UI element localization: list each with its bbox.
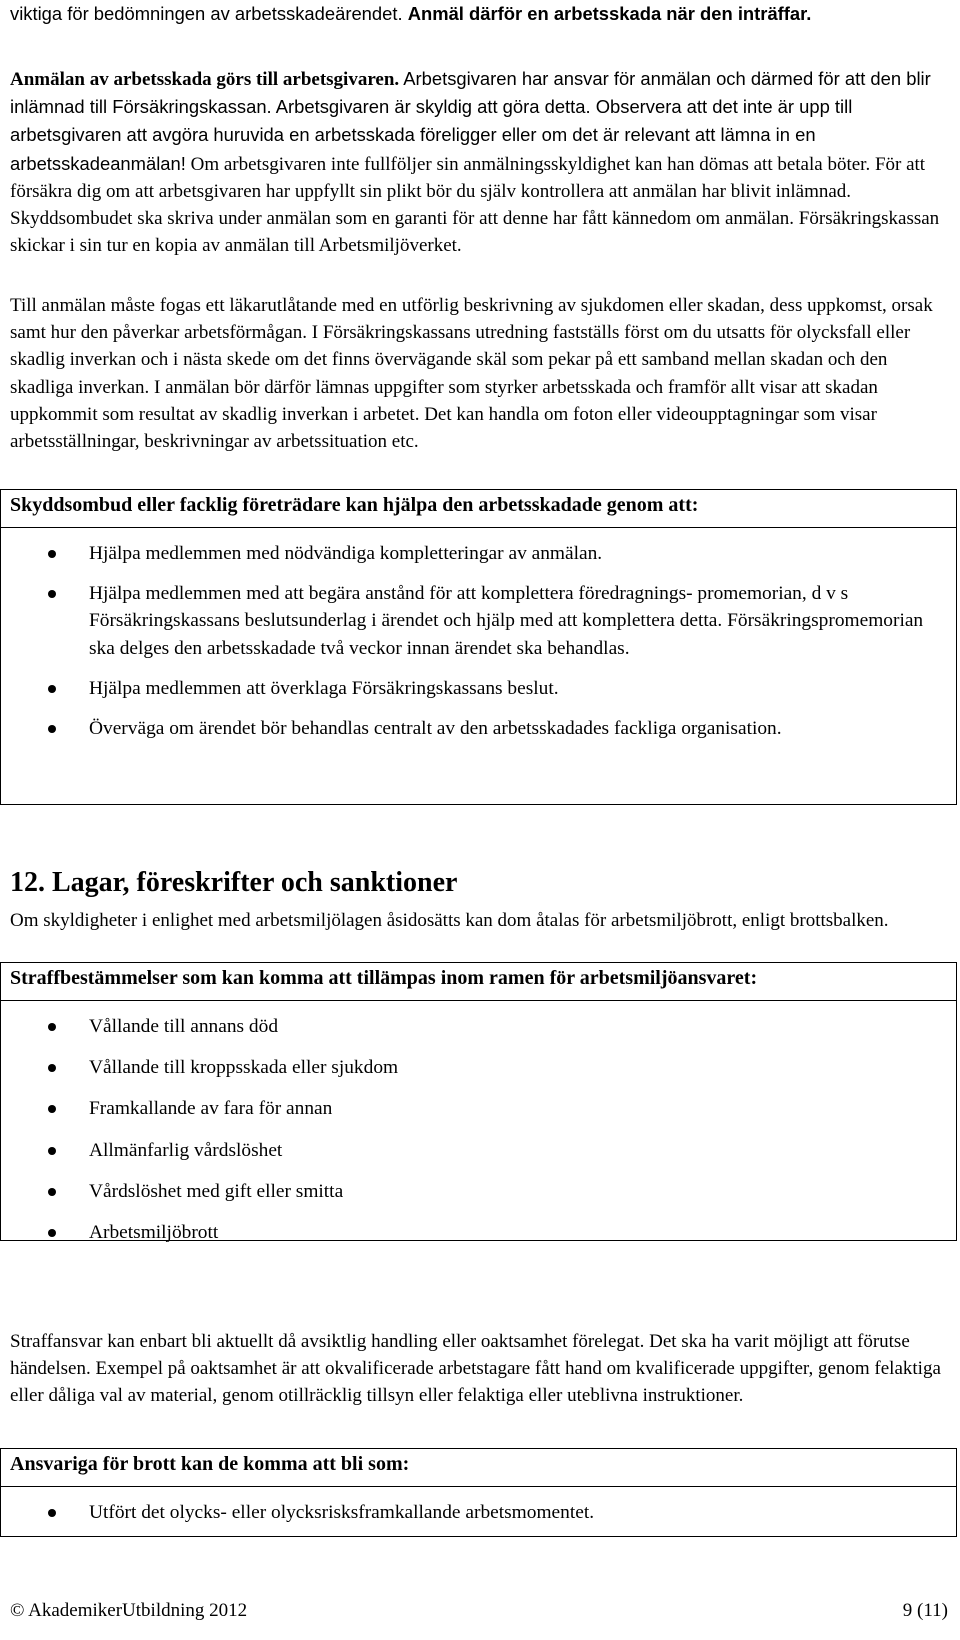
liability-paragraph: Straffansvar kan enbart bli aktuellt då avsiktlig handling eller oaktsamhet förelegat. Det ska ha varit möjligt att förutse händelsen. Exempel på oaktsamhet är att okvalificerade arbetstagare fått hand om kvalificerade uppgifter, genom felaktiga eller dåliga val av material, genom otillräcklig tillsyn eller felaktiga eller uteblivna instruktioner. xyxy=(10,1331,941,1407)
bullet-icon xyxy=(48,1509,56,1517)
list-item: Hjälpa medlemmen att överklaga Försäkringskassans beslut. xyxy=(1,675,956,702)
list-item: Hjälpa medlemmen med nödvändiga kompletteringar av anmälan. xyxy=(1,540,956,567)
responsible-list xyxy=(1,1499,956,1526)
help-list xyxy=(1,540,956,742)
bullet-icon xyxy=(48,1064,56,1072)
intro-paragraph xyxy=(10,0,945,27)
list-item: Överväga om ärendet bör behandlas centralt av den arbetsskadades fackliga organisation. xyxy=(1,715,956,742)
list-item: Hjälpa medlemmen med att begära anstånd för att komplettera föredragnings- promemorian, d v s Försäkringskassans beslutsunderlag i ärendet och hjälp med att komplettera detta. Försäkringspromemorian ska delges den arbetsskadade två veckor innan ärendet ska behandlas. xyxy=(1,580,956,662)
bullet-icon xyxy=(48,725,56,733)
bullet-icon xyxy=(48,1229,56,1237)
list-item: Arbetsmiljöbrott xyxy=(1,1219,956,1246)
penalties-list xyxy=(1,1013,956,1246)
section-intro: Om skyldigheter i enlighet med arbetsmiljölagen åsidosätts kan dom åtalas för arbetsmiljöbrott, enligt brottsbalken. xyxy=(10,910,889,931)
bullet-icon xyxy=(48,550,56,558)
intro-text: viktiga för bedömningen av arbetsskadeärendet. xyxy=(10,3,408,24)
list-item: Vållande till kroppsskada eller sjukdom xyxy=(1,1054,956,1081)
copyright-text: © AkademikerUtbildning 2012 xyxy=(10,1600,248,1621)
bullet-icon xyxy=(48,1023,56,1031)
reporting-lead: Anmälan av arbetsskada görs till arbetsgivaren. xyxy=(10,69,400,90)
bullet-icon xyxy=(48,1147,56,1155)
reporting-text: Om arbetsgivaren inte fullföljer sin anmälningsskyldighet kan han dömas att betala böter. För att försäkra dig om att arbetsgivaren har uppfyllt sin plikt bör du själv kontrollera att anmälan har blivit inlämnad. Skyddsombudet ska skriva under anmälan som en garanti för att denne har fått kännedom om anmälan. Försäkringskassan skickar i sin tur en kopia av anmälan till Arbetsmiljöverket. xyxy=(10,153,940,257)
responsible-box-heading: Ansvariga för brott kan de komma att bli som: xyxy=(1,1449,956,1487)
page-number: 9 (11) xyxy=(902,1600,948,1621)
bullet-icon xyxy=(48,1105,56,1113)
reporting-paragraph xyxy=(10,65,945,259)
medical-certificate-paragraph: Till anmälan måste fogas ett läkarutlåtande med en utförlig beskrivning av sjukdomen eller skadan, dess uppkomst, orsak samt hur den påverkar arbetsförmågan. I Försäkringskassans utredning fastställs först om du utsatts för olycksfall eller skadlig inverkan och i nästa skede om det finns övervägande skäl som pekar på ett samband mellan skadan och den skadliga inverkan. I anmälan bör därför lämnas uppgifter som styrker arbetsskada och framför allt visar att skadan uppkommit som resultat av skadlig inverkan i arbetet. Det kan handla om foton eller videoupptagningar som visar arbetsställningar, beskrivningar av arbetssituation etc. xyxy=(10,295,933,453)
section-heading: 12. Lagar, föreskrifter och sanktioner xyxy=(10,867,458,898)
list-item: Framkallande av fara för annan xyxy=(1,1095,956,1122)
list-item: Allmänfarlig vårdslöshet xyxy=(1,1137,956,1164)
list-item: Vårdslöshet med gift eller smitta xyxy=(1,1178,956,1205)
responsible-box xyxy=(0,1448,957,1537)
reporting-text-sans: Arbetsgivaren har ansvar för anmälan och därmed för att den blir inlämnad till Försäkringskassan. Arbetsgivaren är skyldig att göra detta. Observera att det inte är upp till arbetsgivaren att avgöra huruvida en arbetsskada föreligger eller om det är relevant att lämna in en arbetsskadeanmälan! xyxy=(10,68,931,174)
penalties-box xyxy=(0,962,957,1244)
page-footer xyxy=(10,1598,948,1624)
list-item: Vållande till annans död xyxy=(1,1013,956,1040)
bullet-icon xyxy=(48,685,56,693)
intro-bold-text: Anmäl därför en arbetsskada när den inträffar. xyxy=(407,3,812,24)
bullet-icon xyxy=(48,590,56,598)
list-item: Utfört det olycks- eller olycksrisksframkallande arbetsmomentet. xyxy=(1,1499,956,1526)
bullet-icon xyxy=(48,1188,56,1196)
help-box-heading: Skyddsombud eller facklig företrädare kan hjälpa den arbetsskadade genom att: xyxy=(1,490,956,528)
help-box xyxy=(0,489,957,805)
penalties-box-heading: Straffbestämmelser som kan komma att tillämpas inom ramen för arbetsmiljöansvaret: xyxy=(1,963,956,1001)
